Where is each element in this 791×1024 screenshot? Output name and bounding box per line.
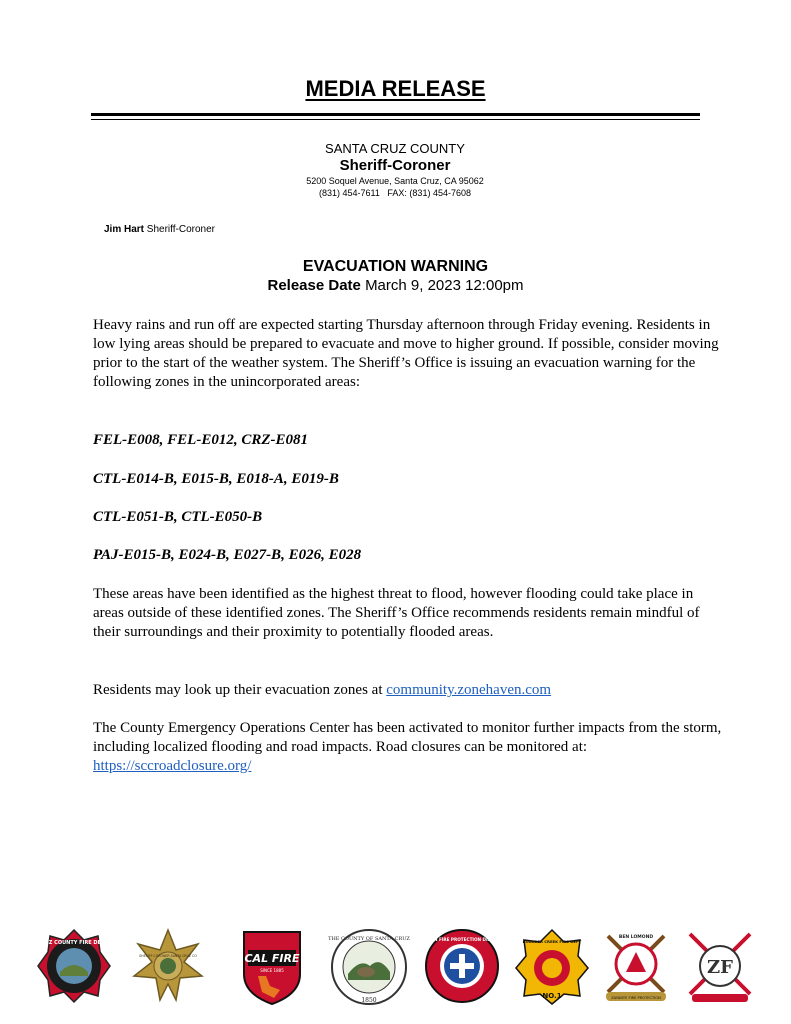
agency-block: [200, 141, 590, 199]
agency-logo-strip: [16, 928, 770, 1008]
svg-text:ZF: ZF: [707, 957, 733, 978]
sheriff-badge-logo: [130, 928, 206, 1004]
ben-lomond-banner-text: ZAYANTE FIRE PROTECTION: [611, 996, 661, 1000]
boulder-creek-fire-logo: [514, 928, 590, 1006]
release-date-line: [0, 276, 791, 295]
county-seal-text: THE COUNTY OF SANTA CRUZ: [328, 936, 410, 942]
agency-fax: FAX: (831) 454-7608: [387, 188, 471, 198]
sheriff-name: Jim Hart: [104, 224, 145, 235]
eoc-text: The County Emergency Operations Center has been activated to monitor further impacts from the storm, including localized flooding and road impacts. Road closures can be monitored at:: [93, 720, 722, 755]
felton-logo-text: FELTON FIRE PROTECTION DISTRICT: [419, 937, 505, 942]
felton-fire-logo: [419, 928, 505, 1004]
release-date-label: Release Date: [267, 277, 361, 294]
road-closure-link[interactable]: https://sccroadclosure.org/: [93, 758, 252, 774]
sheriff-badge-text: SHERIFF-CORONER SANTA CRUZ CO: [139, 954, 197, 958]
warning-title: EVACUATION WARNING: [302, 258, 489, 275]
calfire-name: CAL FIRE: [244, 952, 300, 965]
threat-paragraph: These areas have been identified as the highest threat to flood, however flooding could take place in areas outside of these identified zones. The Sheriff’s Office recommends residents remain mindful of their surroundings and their proximity to potentially flooded areas.: [93, 586, 700, 640]
ben-lomond-logo-text: BEN LOMOND: [618, 935, 654, 940]
zone-list-item: FEL-E008, FEL-E012, CRZ-E081: [93, 432, 309, 448]
cal-fire-logo: [240, 928, 304, 1006]
county-seal-logo: [330, 928, 408, 1006]
county-fire-department-logo: [16, 928, 132, 1004]
agency-phone: (831) 454-7611: [319, 188, 380, 198]
release-date-value: March 9, 2023 12:00pm: [365, 277, 524, 294]
county-name: SANTA CRUZ COUNTY: [325, 141, 465, 156]
title-rule-thick: [91, 113, 700, 116]
zone-list-item: CTL-E051-B, CTL-E050-B: [93, 509, 263, 525]
fire-dept-logo-text: SANTA CRUZ COUNTY FIRE DEPARTMENT: [16, 940, 132, 946]
lookup-text: Residents may look up their evacuation zones at: [93, 682, 387, 698]
document-title: MEDIA RELEASE: [305, 76, 486, 101]
agency-phone-line: [200, 187, 590, 199]
department-name: Sheriff-Coroner: [339, 157, 451, 174]
sheriff-title: Sheriff-Coroner: [146, 224, 215, 235]
zayante-fire-logo: [682, 928, 758, 1006]
calfire-since: SINCE 1885: [260, 968, 284, 973]
boulder-logo-text: BOULDER CREEK FIRE DEPT: [522, 939, 582, 944]
zone-list-item: PAJ-E015-B, E024-B, E027-B, E026, E028: [93, 547, 362, 563]
intro-paragraph: Heavy rains and run off are expected starting Thursday afternoon through Friday evening. Residents in low lying areas should be prepared to evacuate and move to higher ground. If possible, consider moving prior to the start of the weather system. The Sheriff’s Office is issuing an evacuation warning for the following zones in the unincorporated areas:: [93, 317, 719, 390]
boulder-logo-number: NO.1: [542, 992, 562, 1000]
eoc-paragraph: [93, 719, 723, 776]
ben-lomond-fire-logo: [598, 928, 674, 1006]
sheriff-line: [104, 224, 215, 235]
zone-list-item: CTL-E014-B, E015-B, E018-A, E019-B: [93, 471, 339, 487]
title-rule-thin: [91, 119, 700, 120]
county-seal-year: 1850: [361, 997, 377, 1004]
release-heading: [0, 257, 791, 295]
lookup-paragraph: [93, 681, 723, 700]
zonehaven-link[interactable]: community.zonehaven.com: [386, 682, 552, 698]
agency-address: 5200 Soquel Avenue, Santa Cruz, CA 95062: [306, 176, 484, 186]
